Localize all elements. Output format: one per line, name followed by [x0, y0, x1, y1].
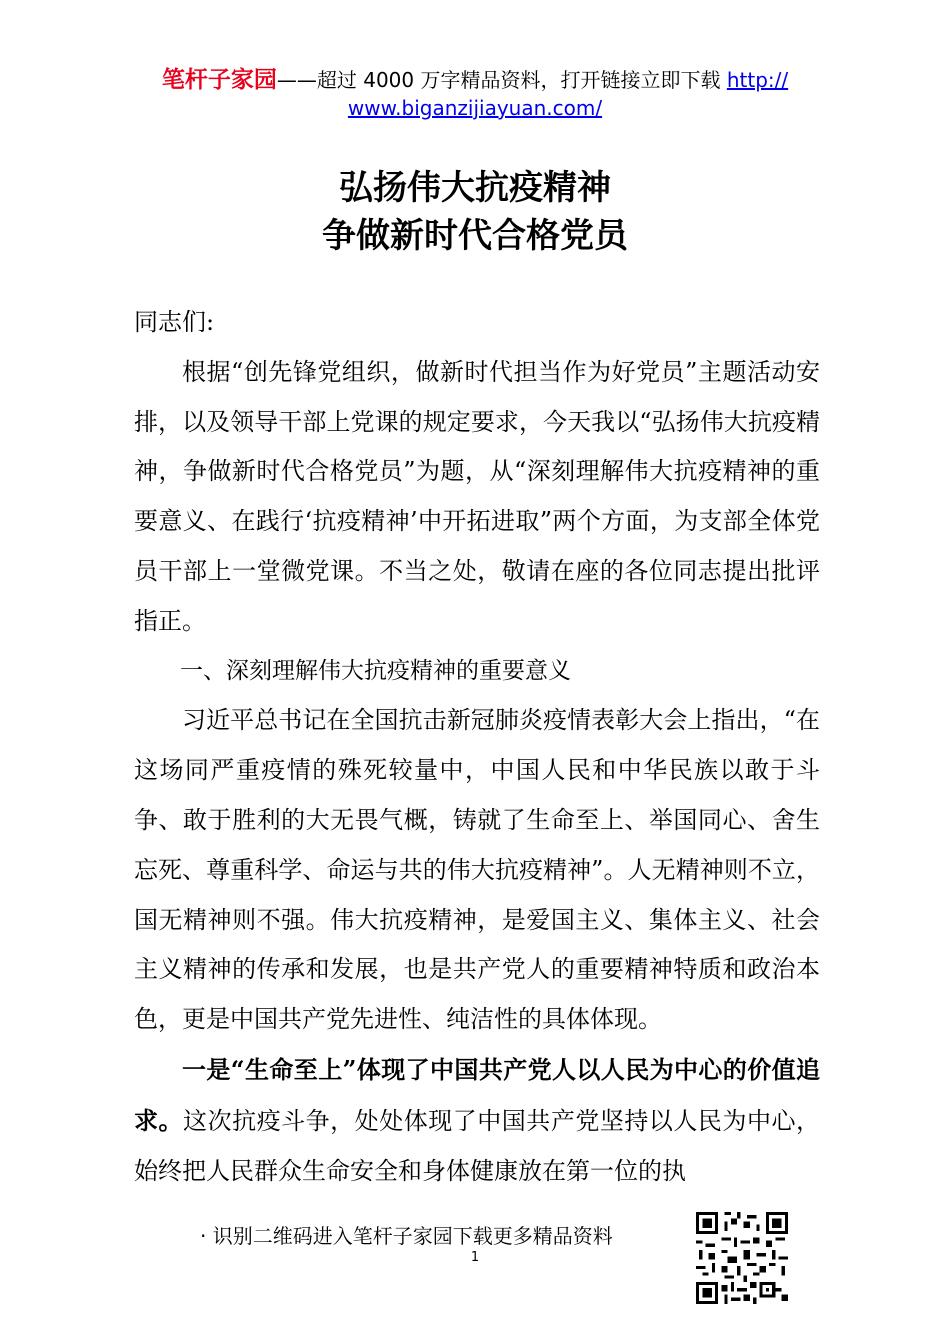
section-heading-1: 一、深刻理解伟大抗疫精神的重要意义: [180, 657, 571, 684]
footer-note: · 识别二维码进入笔杆子家园下载更多精品资料: [200, 1224, 613, 1248]
website-link[interactable]: http://: [726, 68, 789, 92]
point-one-text: 这次抗疫斗争，处处体现了中国共产党坚持以人民为中心，始终把人民群众生命安全和身体健康放在第一位的执: [134, 1106, 821, 1185]
title-line-2: 争做新时代合格党员: [322, 216, 628, 256]
paragraph-intro: 根据“创先锋党组织，做新时代担当作为好党员”主题活动安排，以及领导干部上党课的规定要求，今天我以“弘扬伟大抗疫精神，争做新时代合格党员”为题，从“深刻理解伟大抗疫精神的重要意义、在践行‘抗疫精神’中开拓进取”两个方面，为支部全体党员干部上一堂微党课。不当之处，敬请在座的各位同志提出批评指正。: [134, 357, 820, 635]
point-one-lead: 一是“生命至上”体现了中国共产党人以人民为中心的价值追求。: [134, 1054, 820, 1135]
document-title: [0, 164, 950, 260]
header-tagline: ——超过 4000 万字精品资料，打开链接立即下载: [276, 68, 727, 92]
document-body: [134, 298, 820, 1196]
brand-name: 笔杆子家园: [161, 67, 277, 93]
paragraph-significance: 习近平总书记在全国抗击新冠肺炎疫情表彰大会上指出，“在这场同严重疫情的殊死较量中，中国人民和中华民族以敢于斗争、敢于胜利的大无畏气概，铸就了生命至上、举国同心、舍生忘死、尊重科学、命运与共的伟大抗疫精神”。人无精神则不立，国无精神则不强。伟大抗疫精神，是爱国主义、集体主义、社会主义精神的传承和发展，也是共产党人的重要精神特质和政治本色，更是中国共产党先进性、纯洁性的具体体现。: [134, 706, 820, 1034]
salutation: 同志们:: [134, 308, 215, 336]
qr-code-icon[interactable]: [696, 1212, 788, 1304]
page-header: [120, 66, 830, 122]
website-link-continued[interactable]: www.biganzijiayuan.com/: [347, 96, 603, 120]
paragraph-point-one: [134, 1045, 820, 1196]
page-number: 1: [470, 1250, 480, 1265]
title-line-1: 弘扬伟大抗疫精神: [339, 168, 611, 208]
